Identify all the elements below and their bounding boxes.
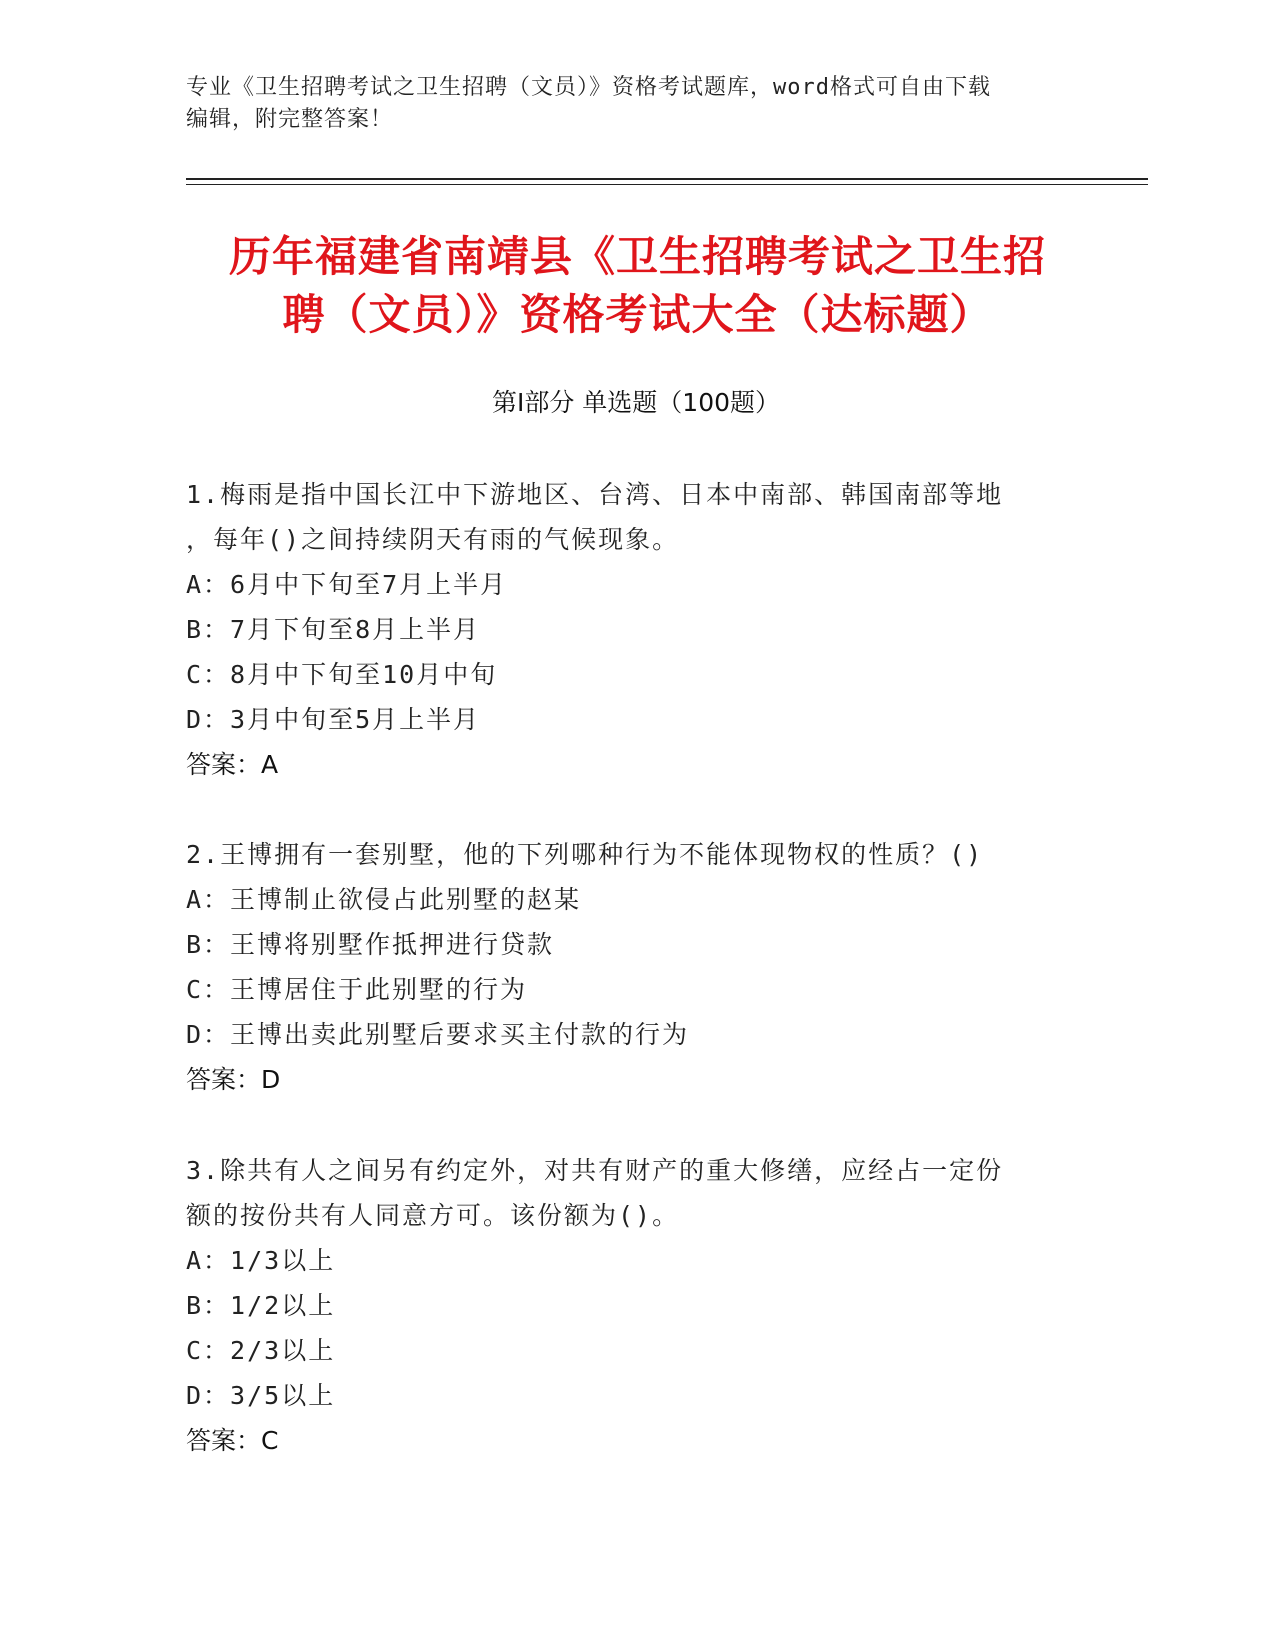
answer: 答案：A xyxy=(186,750,279,779)
header-note xyxy=(186,72,1086,136)
header-note-line-1: 专业《卫生招聘考试之卫生招聘（文员）》资格考试题库，word格式可自由下载 xyxy=(186,75,991,100)
question-1 xyxy=(186,472,1066,787)
document-title-line-2: 聘（文员）》资格考试大全（达标题） xyxy=(282,290,993,339)
option-b: B：王博将别墅作抵押进行贷款 xyxy=(186,930,555,959)
option-b: B：7月下旬至8月上半月 xyxy=(186,615,481,644)
option-c: C：8月中下旬至10月中旬 xyxy=(186,660,498,689)
option-c: C：2/3以上 xyxy=(186,1336,336,1365)
document-title xyxy=(160,228,1115,344)
question-3 xyxy=(186,1148,1066,1463)
header-divider-thick xyxy=(186,178,1148,180)
question-stem-continued: 额的按份共有人同意方可。该份额为()。 xyxy=(186,1201,680,1230)
header-divider-thin xyxy=(186,184,1148,185)
option-d: D：3/5以上 xyxy=(186,1381,336,1410)
section-title: 第Ⅰ部分 单选题（100题） xyxy=(491,388,781,417)
option-d: D：3月中旬至5月上半月 xyxy=(186,705,481,734)
header-note-line-2: 编辑，附完整答案！ xyxy=(186,107,394,132)
option-a: A：王博制止欲侵占此别墅的赵某 xyxy=(186,885,582,914)
option-a: A：1/3以上 xyxy=(186,1246,336,1275)
answer: 答案：D xyxy=(186,1065,281,1094)
option-c: C：王博居住于此别墅的行为 xyxy=(186,975,528,1004)
question-stem: 3.除共有人之间另有约定外，对共有财产的重大修缮，应经占一定份 xyxy=(186,1156,1004,1185)
question-stem: 2.王博拥有一套别墅，他的下列哪种行为不能体现物权的性质？() xyxy=(186,840,984,869)
option-d: D：王博出卖此别墅后要求买主付款的行为 xyxy=(186,1020,690,1049)
answer: 答案：C xyxy=(186,1426,279,1455)
question-2 xyxy=(186,832,1066,1102)
option-a: A：6月中下旬至7月上半月 xyxy=(186,570,508,599)
question-stem-continued: ，每年()之间持续阴天有雨的气候现象。 xyxy=(186,525,680,554)
question-stem: 1.梅雨是指中国长江中下游地区、台湾、日本中南部、韩国南部等地 xyxy=(186,480,1004,509)
option-b: B：1/2以上 xyxy=(186,1291,336,1320)
document-title-line-1: 历年福建省南靖县《卫生招聘考试之卫生招 xyxy=(228,232,1046,281)
